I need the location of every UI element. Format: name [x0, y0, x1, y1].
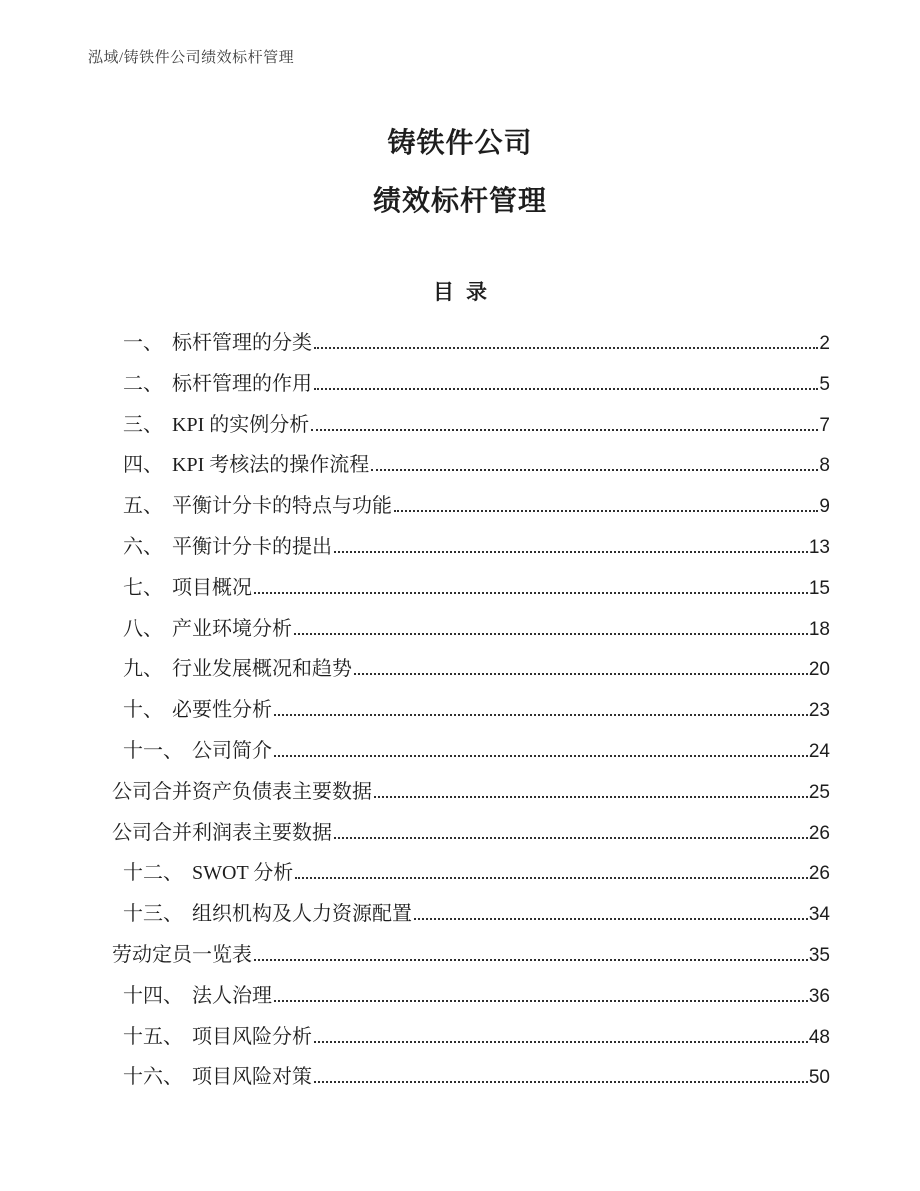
- toc-dot-leader: [314, 344, 818, 349]
- toc-entry-number: 六、: [123, 535, 163, 558]
- toc-entry-number: 十四、: [123, 984, 183, 1007]
- toc-heading: 目录: [433, 281, 499, 304]
- toc-entry-title: 标杆管理的分类: [172, 332, 312, 354]
- toc-entry-number: 十、: [123, 699, 163, 722]
- toc-entry[interactable]: [112, 612, 830, 653]
- toc-entry-page-number: 5: [819, 373, 830, 395]
- toc-entry[interactable]: [112, 530, 830, 571]
- toc-dot-leader: [394, 507, 818, 512]
- toc-entry-page-number: 26: [808, 822, 830, 844]
- toc-entry-title: 平衡计分卡的特点与功能: [172, 495, 392, 518]
- document-title-line2: 绩效标杆管理: [372, 185, 547, 216]
- toc-entry-title: 公司合并利润表主要数据: [112, 821, 332, 844]
- toc-dot-leader: [371, 466, 818, 471]
- toc-entry[interactable]: [112, 326, 830, 367]
- toc-dot-leader: [254, 956, 808, 961]
- toc-entry-title: 产业环境分析: [172, 617, 292, 640]
- toc-entry-title: 项目概况: [172, 576, 252, 599]
- toc-entry[interactable]: [112, 775, 830, 816]
- toc-entry-title: 行业发展概况和趋势: [172, 658, 352, 681]
- toc-entry-page-number: 2: [819, 333, 830, 354]
- toc-dot-leader: [314, 1078, 808, 1083]
- toc-entry[interactable]: [112, 448, 830, 489]
- toc-entry-number: 一、: [123, 332, 163, 354]
- toc-entry-page-number: 24: [808, 740, 830, 762]
- toc-entry-page-number: 23: [808, 700, 830, 722]
- toc-dot-leader: [414, 915, 808, 920]
- toc-entry[interactable]: [112, 1060, 830, 1101]
- toc-entry-page-number: 8: [819, 455, 830, 477]
- toc-dot-leader: [274, 997, 808, 1002]
- toc-entry-page-number: 34: [808, 904, 830, 926]
- toc-entry[interactable]: [112, 652, 830, 693]
- toc-entry-title: SWOT 分析: [192, 862, 294, 885]
- toc-entry-title: 公司合并资产负债表主要数据: [112, 780, 372, 803]
- toc-entry-number: 九、: [123, 658, 163, 681]
- toc-dot-leader: [374, 793, 808, 798]
- toc-entry-page-number: 20: [808, 659, 830, 681]
- toc-dot-leader: [314, 385, 818, 390]
- toc-entry-page-number: 15: [808, 577, 830, 599]
- toc-entry-page-number: 26: [808, 863, 830, 885]
- toc-entry-title: 法人治理: [192, 984, 272, 1007]
- toc-entry[interactable]: [112, 897, 830, 938]
- toc-entry-page-number: 50: [808, 1067, 830, 1089]
- toc-entry[interactable]: [112, 816, 830, 857]
- toc-entry-page-number: 13: [808, 536, 830, 558]
- toc-entry[interactable]: [112, 979, 830, 1020]
- toc-entry-title: KPI 的实例分析: [172, 413, 310, 436]
- toc-dot-leader: [274, 752, 808, 757]
- toc-entry-title: 必要性分析: [172, 699, 272, 722]
- toc-entry-number: 二、: [123, 372, 163, 395]
- toc-entry-number: 三、: [123, 413, 163, 436]
- toc-entry-page-number: 9: [819, 496, 830, 518]
- toc-entry-number: 八、: [123, 617, 163, 640]
- toc-dot-leader: [274, 711, 808, 716]
- toc-dot-leader: [254, 589, 808, 594]
- toc-dot-leader: [354, 670, 808, 675]
- toc-entry[interactable]: [112, 571, 830, 612]
- toc-entry[interactable]: [112, 734, 830, 775]
- toc-entry-number: 十六、: [123, 1066, 183, 1089]
- toc-entry-number: 十二、: [123, 862, 183, 885]
- toc-entry-title: 劳动定员一览表: [112, 943, 252, 966]
- toc-entry-title: 项目风险分析: [192, 1025, 312, 1048]
- toc-entry-title: 项目风险对策: [192, 1066, 312, 1089]
- toc-dot-leader: [334, 548, 808, 553]
- toc-entry[interactable]: [112, 489, 830, 530]
- toc-entry-title: 平衡计分卡的提出: [172, 535, 332, 558]
- toc-entry-page-number: 35: [808, 944, 830, 966]
- document-title-line1: 铸铁件公司: [387, 127, 533, 158]
- toc-entry-title: KPI 考核法的操作流程: [172, 454, 370, 477]
- toc-entry-page-number: 25: [808, 781, 830, 803]
- toc-entry[interactable]: [112, 693, 830, 734]
- document-header: 泓域/铸铁件公司绩效标杆管理: [88, 50, 295, 66]
- toc-entry[interactable]: [112, 1020, 830, 1061]
- toc-entry[interactable]: [112, 856, 830, 897]
- toc-entry-number: 七、: [123, 576, 163, 599]
- toc-entry[interactable]: [112, 408, 830, 449]
- toc-dot-leader: [314, 1038, 808, 1043]
- toc-entry-number: 四、: [123, 454, 163, 477]
- toc-entry-number: 五、: [123, 495, 163, 518]
- toc-entry-title: 标杆管理的作用: [172, 372, 312, 395]
- toc-entry-title: 组织机构及人力资源配置: [192, 903, 412, 926]
- toc-entry[interactable]: [112, 367, 830, 408]
- toc-entry-page-number: 36: [808, 985, 830, 1007]
- toc-entry-number: 十一、: [123, 739, 183, 762]
- toc-entry-page-number: 7: [819, 414, 830, 436]
- toc-entry-page-number: 18: [808, 618, 830, 640]
- toc-entry-number: 十三、: [123, 903, 183, 926]
- toc-entry-title: 公司简介: [192, 739, 272, 762]
- toc-entry[interactable]: [112, 938, 830, 979]
- toc-dot-leader: [294, 630, 808, 635]
- toc-entry-number: 十五、: [123, 1025, 183, 1048]
- toc-dot-leader: [334, 834, 808, 839]
- toc-list: [112, 326, 830, 1101]
- toc-dot-leader: [311, 426, 818, 431]
- toc-dot-leader: [295, 874, 808, 879]
- toc-entry-page-number: 48: [808, 1026, 830, 1048]
